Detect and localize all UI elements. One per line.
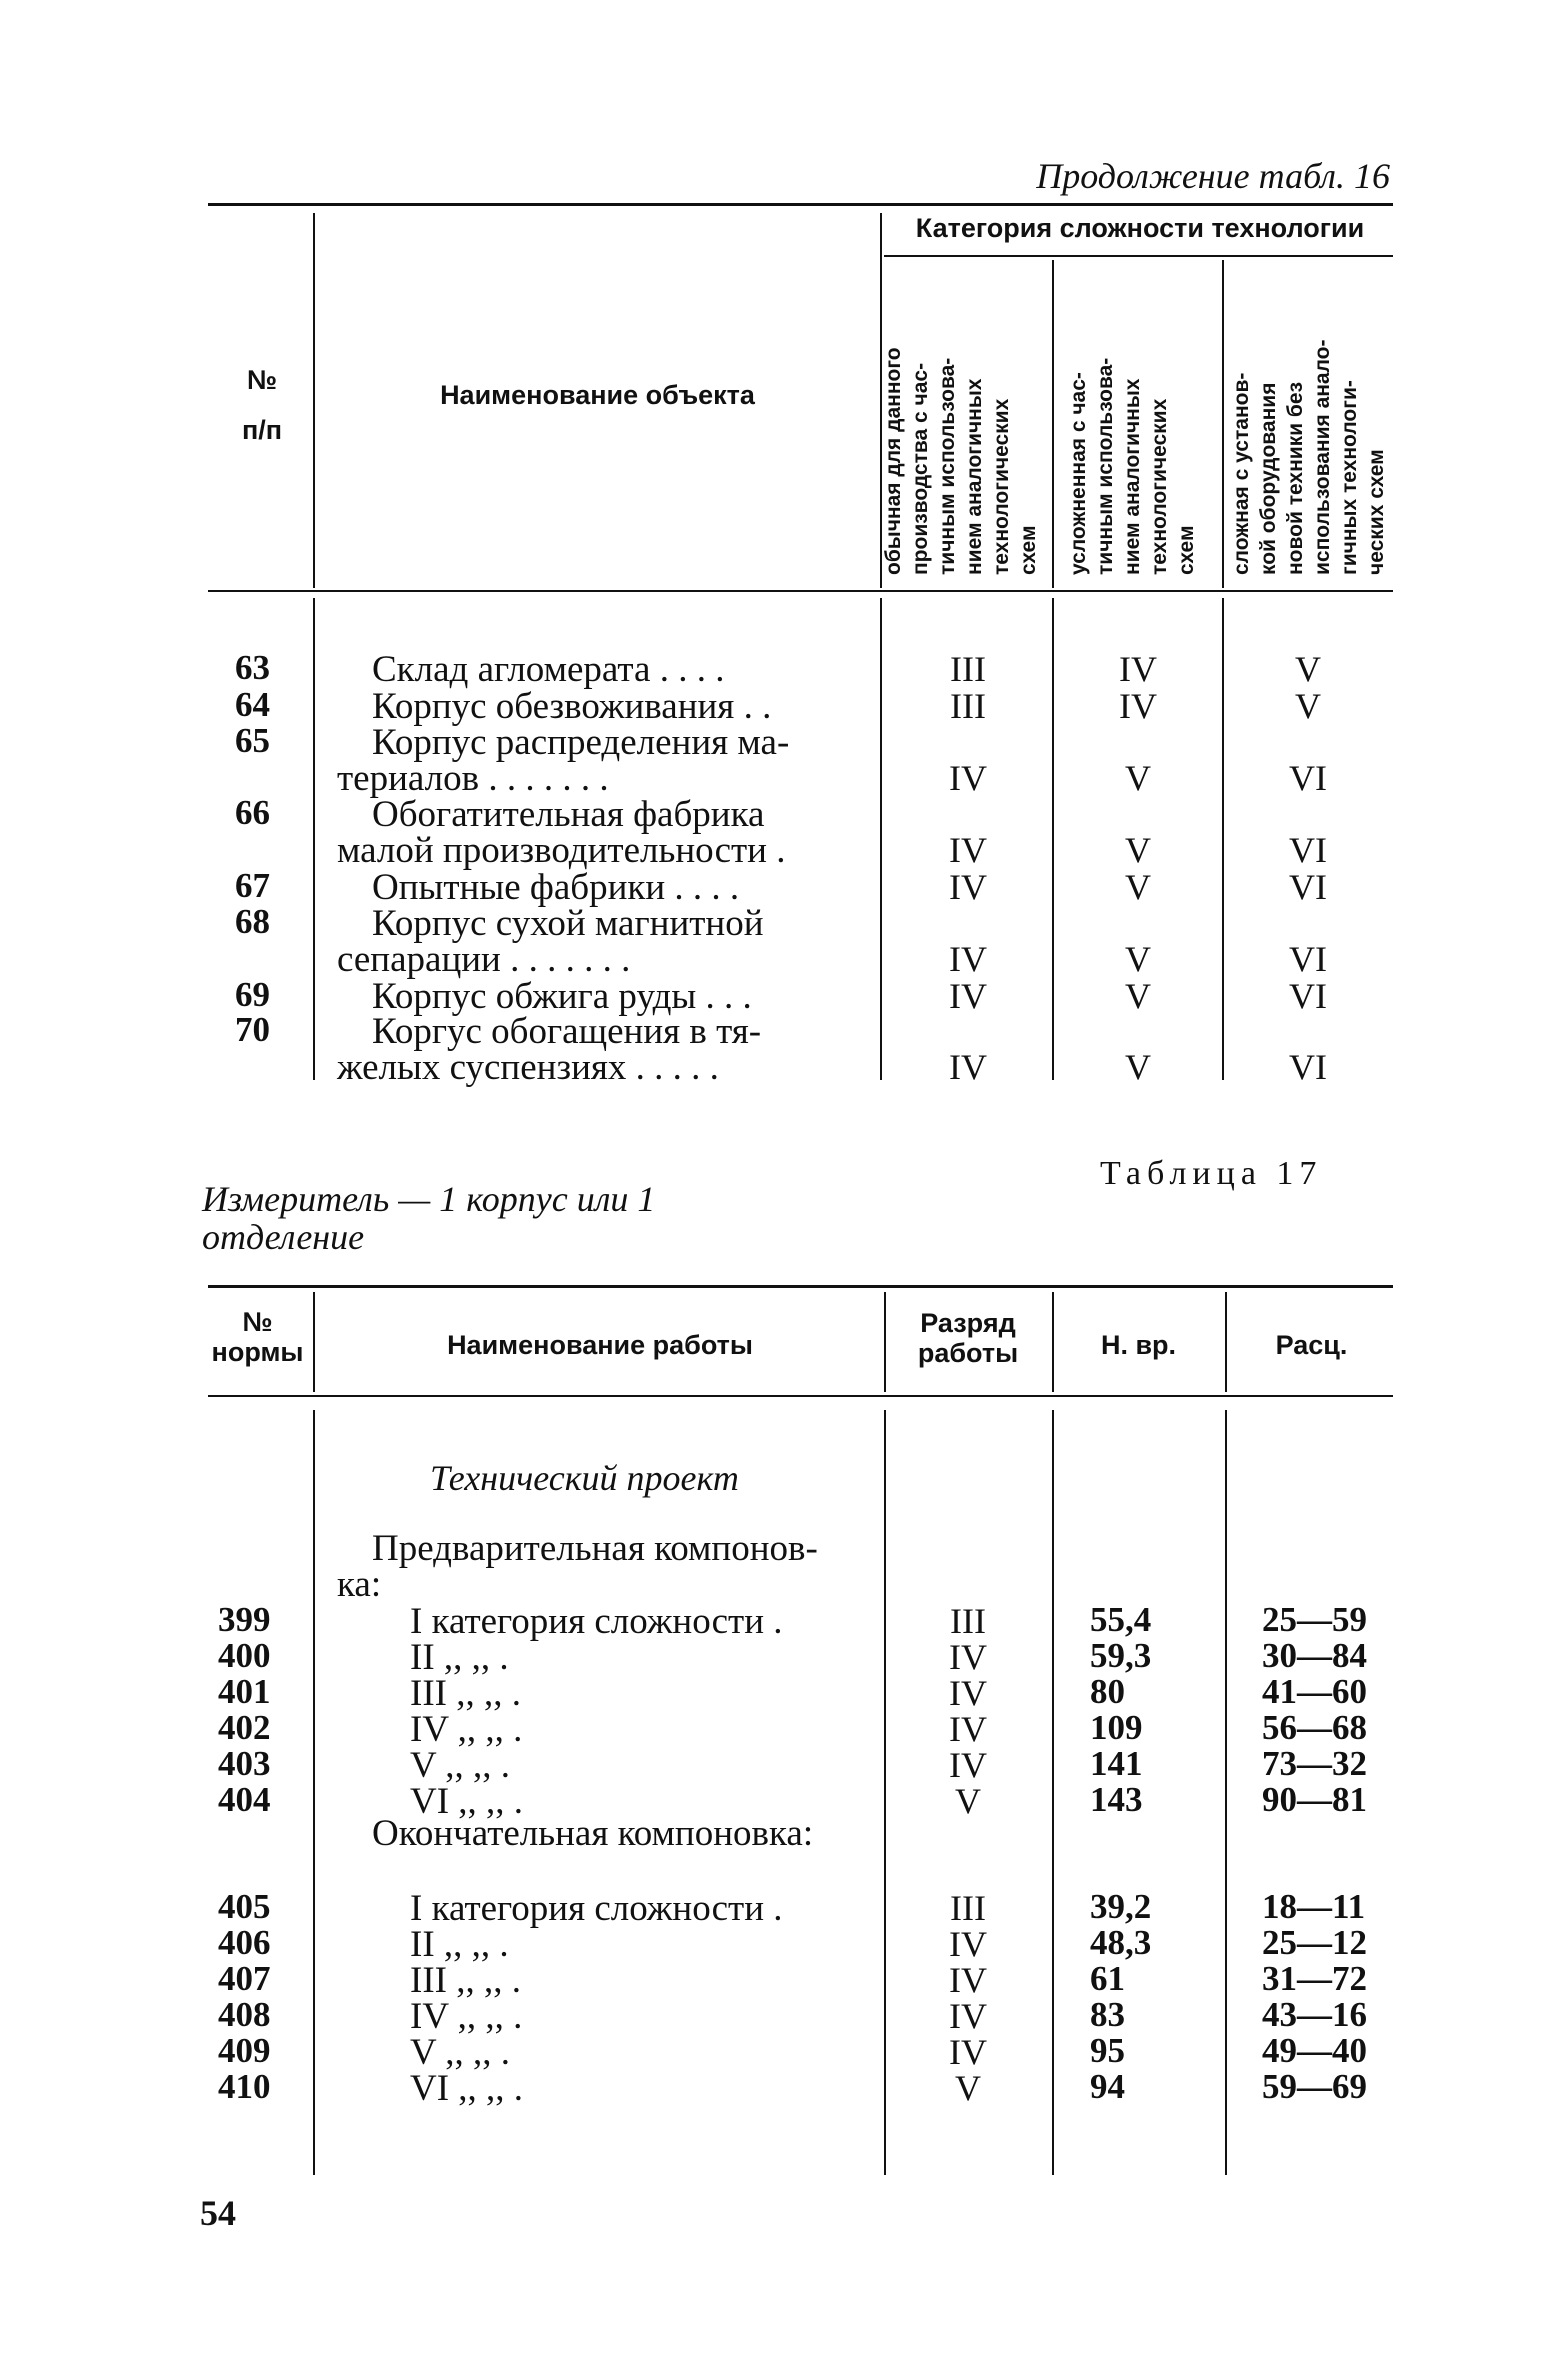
table17-title: Таблица 17 <box>1100 1155 1323 1192</box>
grade-value: IV <box>949 1673 987 1713</box>
object-name-line: Корпус распределения ма- <box>372 722 790 763</box>
grade-value: IV <box>949 1637 987 1677</box>
rate-value: 25—12 <box>1262 1923 1367 1962</box>
grade-value: V <box>955 2068 981 2108</box>
rate-value: 25—59 <box>1262 1600 1367 1639</box>
category-c1: III <box>950 686 986 726</box>
table16-vrule-3 <box>1052 260 1054 588</box>
rate-value: 49—40 <box>1262 2031 1367 2070</box>
rate-value: 18—11 <box>1262 1887 1366 1926</box>
work-name: III ,, ,, . <box>410 1673 521 1714</box>
grade-value: IV <box>949 1709 987 1749</box>
category-c3: VI <box>1289 830 1327 870</box>
time-value: 80 <box>1090 1672 1125 1711</box>
row-number: 63 <box>235 648 270 687</box>
group-heading: Предварительная компонов- <box>372 1528 818 1569</box>
grade-value: IV <box>949 1960 987 2000</box>
table17-header-rule <box>208 1395 1393 1397</box>
norm-number: 402 <box>218 1708 271 1747</box>
category-c3: VI <box>1289 867 1327 907</box>
category-c3: VI <box>1289 1047 1327 1087</box>
work-name: V ,, ,, . <box>410 2032 511 2073</box>
time-value: 109 <box>1090 1708 1143 1747</box>
table17-name-header: Наименование работы <box>447 1330 753 1360</box>
num-label: п/п <box>241 415 283 445</box>
work-name: II ,, ,, . <box>410 1637 509 1678</box>
table17-vrule-1b <box>313 1410 315 2175</box>
grade-value: IV <box>949 1745 987 1785</box>
time-value: 95 <box>1090 2031 1125 2070</box>
grade-value: V <box>955 1781 981 1821</box>
work-name: III ,, ,, . <box>410 1960 521 2001</box>
object-name-line: Опытные фабрики . . . . <box>372 867 740 908</box>
group-heading: Окончательная компоновка: <box>372 1813 814 1854</box>
time-value: 59,3 <box>1090 1636 1152 1675</box>
page-number: 54 <box>200 2193 236 2233</box>
row-number: 68 <box>235 902 270 941</box>
rate-value: 43—16 <box>1262 1995 1367 2034</box>
rate-value: 31—72 <box>1262 1959 1367 1998</box>
grade-value: III <box>950 1601 986 1641</box>
time-value: 61 <box>1090 1959 1125 1998</box>
table16-vrule-4 <box>1222 260 1224 588</box>
table16-group-header: Категория сложности технологии <box>915 213 1365 243</box>
category-c2: V <box>1125 1047 1151 1087</box>
category-c1: IV <box>949 758 987 798</box>
rate-value: 30—84 <box>1262 1636 1367 1675</box>
table17-vrule-3 <box>1052 1292 1054 1392</box>
norm-number: 399 <box>218 1600 271 1639</box>
table17-grade-header <box>888 1308 1048 1368</box>
norm-number: 405 <box>218 1887 271 1926</box>
object-name-line: Корпус обжига руды . . . <box>372 976 752 1017</box>
grade-line-1: Разряд <box>920 1308 1016 1338</box>
category-c2: V <box>1125 758 1151 798</box>
norm-number: 409 <box>218 2031 271 2070</box>
category-c3: VI <box>1289 976 1327 1016</box>
category-c2: V <box>1125 830 1151 870</box>
grade-line-2: работы <box>917 1338 1019 1368</box>
grade-value: IV <box>949 2032 987 2072</box>
time-value: 94 <box>1090 2067 1125 2106</box>
object-name-line: Обогатительная фабрика <box>372 794 765 835</box>
category-c1: IV <box>949 1047 987 1087</box>
row-number: 64 <box>235 685 270 724</box>
norm-number: 401 <box>218 1672 271 1711</box>
category-c3: V <box>1295 649 1321 689</box>
table17-vrule-2b <box>884 1410 886 2175</box>
table16-vrule-1 <box>313 213 315 588</box>
grade-value: III <box>950 1888 986 1928</box>
group-heading: ка: <box>337 1564 382 1605</box>
work-name: II ,, ,, . <box>410 1924 509 1965</box>
object-name-line: Склад агломерата . . . . <box>372 649 725 690</box>
table16-caption: Продолжение табл. 16 <box>1036 156 1390 196</box>
table17-meter <box>202 1180 655 1256</box>
table16-group-rule <box>884 255 1393 257</box>
work-name: I категория сложности . <box>410 1601 783 1642</box>
table17-vrule-1 <box>313 1292 315 1392</box>
object-name-line: Коргус обогащения в тя- <box>372 1011 762 1052</box>
category-c1: IV <box>949 976 987 1016</box>
table16-subcol-2: усложненная с час- тичным использова- нием аналогичных технологических схем <box>1067 357 1198 575</box>
meter-line-2: отделение <box>202 1217 365 1257</box>
meter-line-1: Измеритель — 1 корпус или 1 <box>202 1179 656 1219</box>
table16-top-rule <box>208 203 1393 206</box>
object-name-line: сепарации . . . . . . . <box>337 939 631 980</box>
table16-name-header: Наименование объекта <box>440 380 755 410</box>
category-c3: VI <box>1289 758 1327 798</box>
time-value: 39,2 <box>1090 1887 1152 1926</box>
table16-subcol-1: обычная для данного производства с час- тичным использова- нием аналогичных технологических схем <box>882 347 1040 575</box>
time-value: 48,3 <box>1090 1923 1152 1962</box>
table17-vrule-4 <box>1225 1292 1227 1392</box>
time-value: 141 <box>1090 1744 1143 1783</box>
work-name: IV ,, ,, . <box>410 1996 523 2037</box>
grade-value: IV <box>949 1996 987 2036</box>
table17-vrule-2 <box>884 1292 886 1392</box>
work-name: V ,, ,, . <box>410 1745 511 1786</box>
num-label: нормы <box>211 1337 304 1367</box>
object-name-line: Корпус сухой магнитной <box>372 903 764 944</box>
table16-header-rule <box>208 590 1393 592</box>
category-c1: IV <box>949 939 987 979</box>
work-name: VI ,, ,, . <box>410 2068 524 2109</box>
row-number: 70 <box>235 1010 270 1049</box>
work-name: IV ,, ,, . <box>410 1709 523 1750</box>
category-c2: IV <box>1119 686 1157 726</box>
table17-time-header: Н. вр. <box>1100 1330 1177 1360</box>
row-number: 69 <box>235 975 270 1014</box>
table16-num-header <box>222 355 302 455</box>
object-name-line: Корпус обезвоживания . . <box>372 686 772 727</box>
norm-number: 404 <box>218 1780 271 1819</box>
norm-number: 400 <box>218 1636 271 1675</box>
norm-number: 403 <box>218 1744 271 1783</box>
category-c1: IV <box>949 830 987 870</box>
table17-top-rule <box>208 1285 1393 1288</box>
category-c1: III <box>950 649 986 689</box>
norm-number: 407 <box>218 1959 271 1998</box>
grade-value: IV <box>949 1924 987 1964</box>
num-sign: № <box>242 1307 273 1337</box>
table17-section-title: Технический проект <box>430 1458 739 1498</box>
table16-subcol-3: сложная с установ- кой оборудования новой техники без использования анало- гичных технологи- ческих схем <box>1230 339 1388 575</box>
time-value: 143 <box>1090 1780 1143 1819</box>
row-number: 66 <box>235 793 270 832</box>
time-value: 83 <box>1090 1995 1125 2034</box>
row-number: 67 <box>235 866 270 905</box>
norm-number: 406 <box>218 1923 271 1962</box>
object-name-line: малой производительности . <box>337 830 786 871</box>
rate-value: 73—32 <box>1262 1744 1367 1783</box>
num-sign: № <box>246 365 278 395</box>
object-name-line: териалов . . . . . . . <box>337 758 609 799</box>
work-name: VI ,, ,, . <box>410 1781 524 1822</box>
category-c3: VI <box>1289 939 1327 979</box>
table17-vrule-3b <box>1052 1410 1054 2175</box>
norm-number: 410 <box>218 2067 271 2106</box>
norm-number: 408 <box>218 1995 271 2034</box>
rate-value: 56—68 <box>1262 1708 1367 1747</box>
rate-value: 41—60 <box>1262 1672 1367 1711</box>
time-value: 55,4 <box>1090 1600 1152 1639</box>
table16-vrule-1b <box>313 598 315 1080</box>
table17-num-header <box>205 1307 310 1367</box>
rate-value: 90—81 <box>1262 1780 1367 1819</box>
table17-rate-header: Расц. <box>1275 1330 1348 1360</box>
rate-value: 59—69 <box>1262 2067 1367 2106</box>
category-c2: V <box>1125 939 1151 979</box>
object-name-line: желых суспензиях . . . . . <box>337 1047 719 1088</box>
category-c2: V <box>1125 976 1151 1016</box>
table17-vrule-4b <box>1225 1410 1227 2175</box>
category-c1: IV <box>949 867 987 907</box>
table16-vrule-2b <box>880 598 882 1080</box>
work-name: I категория сложности . <box>410 1888 783 1929</box>
category-c3: V <box>1295 686 1321 726</box>
category-c2: IV <box>1119 649 1157 689</box>
row-number: 65 <box>235 721 270 760</box>
category-c2: V <box>1125 867 1151 907</box>
